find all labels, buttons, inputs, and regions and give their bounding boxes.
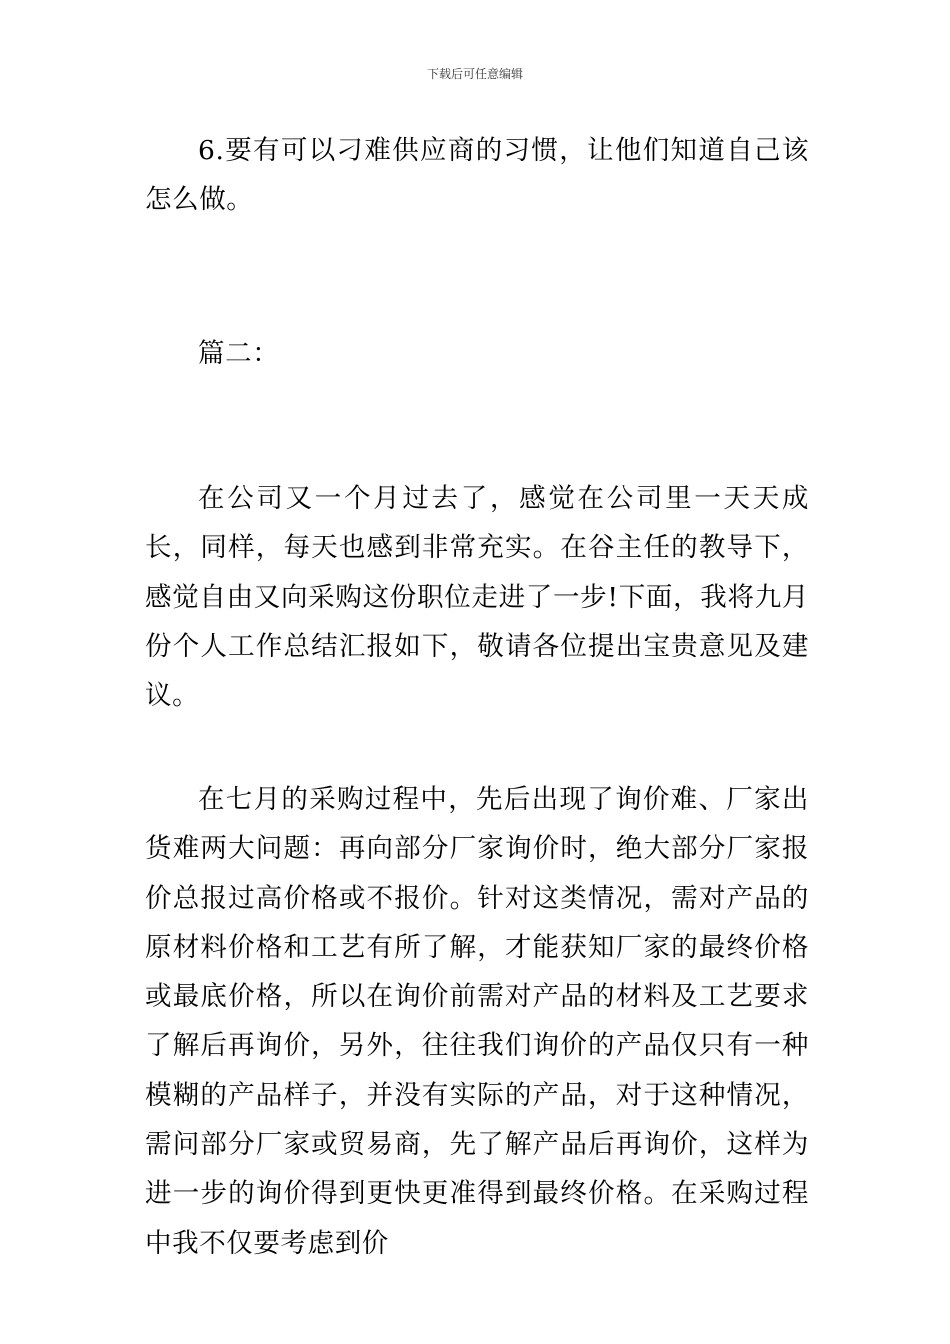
paragraph-intro: 在公司又一个月过去了，感觉在公司里一天天成长，同样，每天也感到非常充实。在谷主任的教导下，感觉自由又向采购这份职位走进了一步!下面，我将九月份个人工作总结汇报如下，敬请各位提出宝贵意见及建议。 [145,483,809,712]
section-heading: 篇二： [198,338,280,369]
page-header: 下载后可任意编辑 [426,67,523,81]
paragraph-item-6: 6.要有可以刁难供应商的习惯，让他们知道自己该怎么做。 [145,135,809,216]
paragraph-procurement: 在七月的采购过程中，先后出现了询价难、厂家出货难两大问题：再向部分厂家询价时，绝大部分厂家报价总报过高价格或不报价。针对这类情况，需对产品的原材料价格和工艺有所了解，才能获知厂家的最终价格或最底价格，所以在询价前需对产品的材料及工艺要求了解后再询价，另外，往往我们询价的产品仅只有一种模糊的产品样子，并没有实际的产品，对于这种情况，需问部分厂家或贸易商，先了解产品后再询价，这样为进一步的询价得到更快更准得到最终价格。在采购过程中我不仅要考虑到价 [145,784,809,1259]
